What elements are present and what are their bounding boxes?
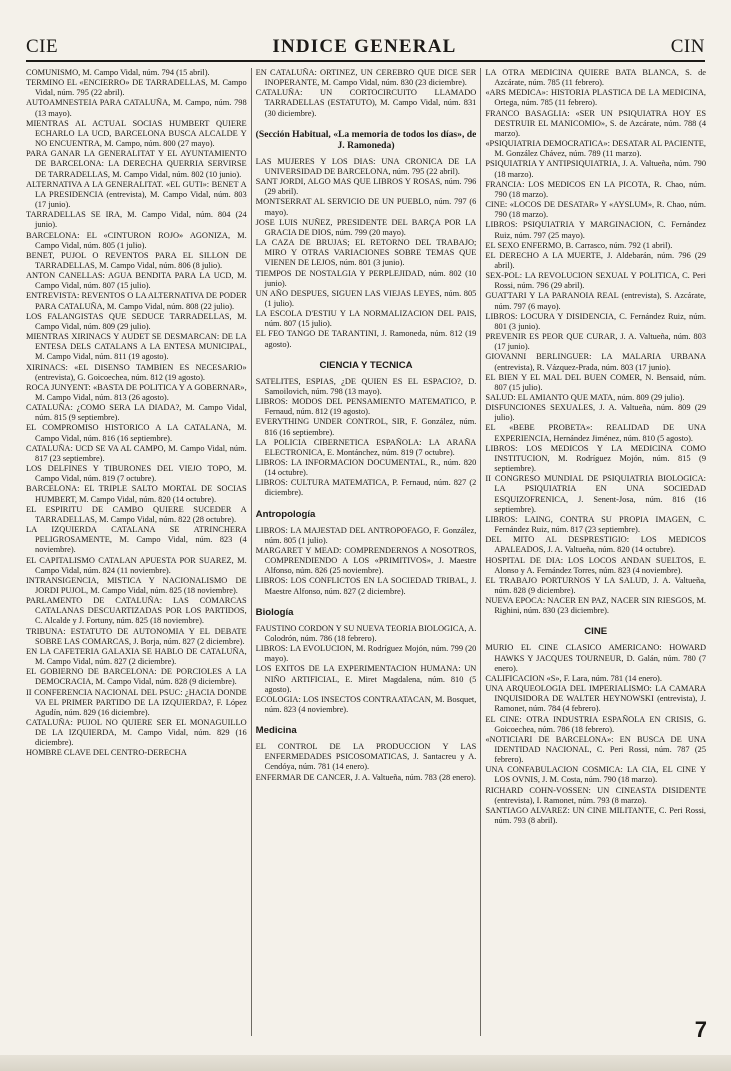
page-title: INDICE GENERAL	[272, 36, 457, 57]
index-entry: PREVENIR ES PEOR QUE CURAR, J. A. Valtueña, núm. 803 (17 junio).	[485, 332, 706, 352]
index-entry: LA CAZA DE BRUJAS; EL RETORNO DEL TRABAJO; MIRO Y OTRAS VARIACIONES SOBRE TEMAS QUE VIENEN DE LEJOS, núm. 801 (3 junio).	[255, 238, 477, 268]
index-entry: FAUSTINO CORDON Y SU NUEVA TEORIA BIOLOGICA, A. Colodrón, núm. 786 (18 febrero).	[255, 623, 477, 643]
index-entry: LIBROS: LAING, CONTRA SU PROPIA IMAGEN, C. Fernández Ruiz, núm. 817 (23 septiembre).	[485, 514, 706, 535]
index-entry: TARRADELLAS SE IRA, M. Campo Vidal, núm. 804 (24 junio).	[26, 210, 247, 230]
index-entry: LIBROS: LA MAJESTAD DEL ANTROPOFAGO, F. González, núm. 805 (1 julio).	[255, 525, 477, 545]
cine-list	[485, 643, 706, 826]
biologia-list	[256, 624, 477, 715]
section-heading-biologia: Biología	[255, 606, 294, 618]
index-entry: FRANCIA: LOS MEDICOS EN LA PICOTA, R. Chao, núm. 790 (18 marzo).	[485, 179, 706, 199]
index-entry: CATALUÑA: ¿COMO SERA LA DIADA?, M. Campo Vidal, núm. 815 (9 septiembre).	[26, 403, 247, 423]
index-entry: LA ESCOLA D'ESTIU Y LA NORMALIZACION DEL PAIS, núm. 807 (15 julio).	[255, 309, 477, 329]
index-entry: AUTOAMNESTEIA PARA CATALUÑA, M. Campo, núm. 798 (13 mayo).	[26, 98, 247, 118]
index-entry: SANTIAGO ALVAREZ: UN CINE MILITANTE, C. Peri Rossi, núm. 793 (8 abril).	[485, 805, 706, 826]
column-3	[480, 68, 706, 1036]
index-entry: LIBROS: MODOS DEL PENSAMIENTO MATEMATICO, P. Fernaud, núm. 812 (19 agosto).	[255, 397, 477, 417]
index-entry: UN AÑO DESPUES, SIGUEN LAS VIEJAS LEYES, núm. 805 (1 julio).	[255, 288, 477, 308]
index-entry: LIBROS: LA INFORMACION DOCUMENTAL, R., núm. 820 (14 octubre).	[255, 458, 477, 478]
index-entry: LIBROS: LOS MEDICOS Y LA MEDICINA COMO INSTITUCION, M. Rodríguez Mojón, núm. 815 (9 septiembre).	[485, 443, 706, 474]
index-entry: ENFERMAR DE CANCER, J. A. Valtueña, núm. 783 (28 enero).	[255, 772, 476, 782]
catalunya-continued-list	[256, 68, 477, 119]
index-entry: LA POLICIA CIBERNETICA ESPAÑOLA: LA ARAÑA ELECTRONICA, E. Montánchez, núm. 819 (7 octubre).	[255, 437, 477, 457]
index-entry: ENTREVISTA: REVENTOS O LA ALTERNATIVA DE PODER PARA CATALUÑA, M. Campo Vidal, núm. 808 (22 julio).	[26, 291, 247, 311]
header-range-start: CIE	[26, 36, 59, 57]
index-entry: LA IZQUIERDA CATALANA SE ATRINCHERA PELIGROSAMENTE, M. Campo Vidal, núm. 823 (4 noviembre).	[26, 525, 247, 555]
index-entry: LOS EXITOS DE LA EXPERIMENTACION HUMANA: UN NIÑO ARTIFICIAL, E. Miret Magdalena, núm. 810 (5 agosto).	[255, 664, 477, 694]
index-entry: MURIO EL CINE CLASICO AMERICANO: HOWARD HAWKS Y JACQUES TOURNEUR, D. Galán, núm. 780 (7 enero).	[485, 643, 706, 673]
index-entry: BENET, PUJOL O REVENTOS PARA EL SILLON DE TARRADELLAS, M. Campo Vidal, núm. 806 (8 julio).	[26, 250, 247, 270]
index-entry: LIBROS: LOS CONFLICTOS EN LA SOCIEDAD TRIBAL, J. Maestre Alfonso, núm. 827 (2 diciembre).	[255, 576, 477, 596]
index-entry: EL «BEBE PROBETA»: REALIDAD DE UNA EXPERIENCIA, Hernández Jiménez, núm. 810 (5 agosto).	[485, 423, 706, 443]
index-entry: UNA ARQUEOLOGIA DEL IMPERIALISMO: LA CAMARA INQUISIDORA DE WALTER HEYNOWSKI (entrevista), J. Ramonet, núm. 784 (4 febrero).	[485, 684, 706, 714]
index-entry: PSIQUIATRIA Y ANTIPSIQUIATRIA, J. A. Valtueña, núm. 790 (18 marzo).	[485, 159, 706, 179]
index-entry: CATALUÑA: UN CORTOCIRCUITO LLAMADO TARRADELLAS (ESTATUTO), M. Campo Vidal, núm. 831 (30 diciembre).	[255, 88, 477, 118]
index-entry: EVERYTHING UNDER CONTROL, SIR, F. González, núm. 816 (16 septiembre).	[255, 417, 477, 437]
index-entry: HOMBRE CLAVE DEL CENTRO-DERECHA	[26, 748, 187, 758]
index-entry: RICHARD COHN-VOSSEN: UN CINEASTA DISIDENTE (entrevista), I. Ramonet, núm. 793 (8 marzo).	[485, 785, 706, 805]
index-entry: II CONGRESO MUNDIAL DE PSIQUIATRIA BIOLOGICA: LA PSIQUIATRIA EN UNA SOCIEDAD ESQUIZOFRENICA, J. Senent-Josa, núm. 816 (16 septiembre).	[485, 474, 706, 514]
index-entry: EL CINE: OTRA INDUSTRIA ESPAÑOLA EN CRISIS, G. Goicoechea, núm. 786 (18 febrero).	[485, 714, 706, 734]
index-entry: CATALUÑA: PUJOL NO QUIERE SER EL MONAGUILLO DE LA IZQUIERDA, M. Campo Vidal, núm. 829 (16 diciembre).	[26, 718, 247, 748]
index-entry: ROCA JUNYENT: «BASTA DE POLITICA Y A GOBERNAR», M. Campo Vidal, núm. 813 (26 agosto).	[26, 382, 247, 402]
index-entry: ECOLOGIA: LOS INSECTOS CONTRAATACAN, M. Bosquet, núm. 823 (4 noviembre).	[255, 694, 477, 714]
section-heading-habitual: (Sección Habitual, «La memoria de todos los días», de J. Ramoneda)	[255, 128, 477, 151]
index-entry: TIEMPOS DE NOSTALGIA Y PERPLEJIDAD, núm. 802 (10 junio).	[255, 268, 477, 288]
index-entry: CINE: «LOCOS DE DESATAR» Y «AYSLUM», R. Chao, núm. 790 (18 marzo).	[485, 200, 706, 220]
index-entry: MIENTRAS XIRINACS Y AUDET SE DESMARCAN: DE LA ENTESA DELS CATALANS A LA ENTESA MUNICIPAL, M. Campo Vidal, núm. 811 (19 agosto).	[26, 332, 247, 362]
ciencia-list	[256, 377, 477, 499]
index-entry: EL TRABAJO PORTURNOS Y LA SALUD, J. A. Valtueña, núm. 828 (9 diciembre).	[485, 575, 706, 595]
index-entry: LOS FALANGISTAS QUE SEDUCE TARRADELLAS, M. Campo Vidal, núm. 809 (29 julio).	[26, 311, 247, 331]
index-entry: SALUD: EL AMIANTO QUE MATA, núm. 809 (29 julio).	[485, 393, 685, 402]
index-entry: ANTON CANELLAS: AGUA BENDITA PARA LA UCD, M. Campo Vidal, núm. 807 (15 julio).	[26, 271, 247, 291]
index-entry: LIBROS: LOCURA Y DISIDENCIA, C. Fernández Ruiz, núm. 801 (3 junio).	[485, 311, 706, 331]
index-entry: II CONFERENCIA NACIONAL DEL PSUC: ¿HACIA DONDE VA EL PRIMER PARTIDO DE LA IZQUIERDA?, F. López Agudín, núm. 829 (16 diciembre).	[26, 687, 247, 717]
index-entry: COMUNISMO, M. Campo Vidal, núm. 794 (15 abril).	[26, 68, 210, 77]
index-entry: GUATTARI Y LA PARANOIA REAL (entrevista), S. Azcárate, núm. 797 (6 mayo).	[485, 291, 706, 311]
medicina-list	[256, 742, 477, 783]
section-heading-medicina: Medicina	[255, 725, 297, 737]
index-entry: MIENTRAS AL ACTUAL SOCIAS HUMBERT QUIERE ECHARLO LA UCD, BARCELONA BUSCA ALCALDE Y NO ENCUENTRA, M. Campo, núm. 800 (27 mayo).	[26, 118, 247, 149]
index-entry: LAS MUJERES Y LOS DIAS: UNA CRONICA DE LA UNIVERSIDAD DE BARCELONA, núm. 795 (22 abril).	[255, 156, 477, 176]
index-entry: EL DERECHO A LA MUERTE, J. Aldebarán, núm. 796 (29 abril).	[485, 250, 706, 270]
index-entry: DISFUNCIONES SEXUALES, J. A. Valtueña, núm. 809 (29 julio).	[485, 403, 706, 423]
index-entry: «ARS MEDICA»: HISTORIA PLASTICA DE LA MEDICINA, Ortega, núm. 785 (11 febrero).	[485, 88, 706, 108]
index-entry: SEX-POL: LA REVOLUCION SEXUAL Y POLITICA, C. Peri Rossi, núm. 796 (29 abril).	[485, 271, 706, 291]
index-entry: TRIBUNA: ESTATUTO DE AUTONOMIA Y EL DEBATE SOBRE LAS COMARCAS, J. Borja, núm. 827 (2 diciembre).	[26, 626, 247, 646]
index-entry: «NOTICIARI DE BARCELONA»: EN BUSCA DE UNA IDENTIDAD NACIONAL, C. Peri Rossi, núm. 787 (25 febrero).	[485, 734, 706, 765]
index-entry: PARA GANAR LA GENERALITAT Y EL AYUNTAMIENTO DE BARCELONA: LA DERECHA QUERRIA SERVIRSE DE TARRADELLAS, M. Campo Vidal, núm. 802 (10 junio).	[26, 149, 247, 179]
column-1	[26, 68, 247, 1036]
index-entry: EL CAPITALISMO CATALAN APUESTA POR SUAREZ, M. Campo Vidal, núm. 824 (11 noviembre).	[26, 555, 247, 575]
index-entry: BARCELONA: EL TRIPLE SALTO MORTAL DE SOCIAS HUMBERT, M. Campo Vidal, núm. 820 (14 octubre).	[26, 484, 247, 504]
index-entry: EL GOBIERNO DE BARCELONA: DE PORCIOLES A LA DEMOCRACIA, M. Campo Vidal, núm. 828 (9 diciembre).	[26, 667, 247, 687]
index-entry: LIBROS: CULTURA MATEMATICA, P. Fernaud, núm. 827 (2 diciembre).	[255, 478, 477, 498]
index-entry: XIRINACS: «EL DISENSO TAMBIEN ES NECESARIO» (entrevista), G. Goicoechea, núm. 812 (19 agosto).	[26, 362, 247, 382]
header-range-end: CIN	[670, 36, 705, 57]
index-entry: EL BIEN Y EL MAL DEL BUEN COMER, N. Bensaid, núm. 807 (15 julio).	[485, 372, 706, 392]
index-entry: FRANCO BASAGLIA: «SER UN PSIQUIATRA HOY ES DESTRUIR EL MANICOMIO», S. de Azcárate, núm. 788 (4 marzo).	[485, 108, 706, 138]
index-entry: ALTERNATIVA A LA GENERALITAT. «EL GUTI»: BENET A LA PRESIDENCIA (entrevista), M. Campo Vidal, núm. 803 (17 junio).	[26, 179, 247, 210]
index-entry: CALIFICACION «S», F. Lara, núm. 781 (14 enero).	[485, 673, 662, 683]
index-entry: BARCELONA: EL «CINTURON ROJO» AGONIZA, M. Campo Vidal, núm. 805 (1 julio).	[26, 230, 247, 250]
index-columns	[26, 68, 706, 1036]
index-entry: EL SEXO ENFERMO, B. Carrasco, núm. 792 (1 abril).	[485, 240, 673, 250]
index-entry: EL COMPROMISO HISTORICO A LA CATALANA, M. Campo Vidal, núm. 816 (16 septiembre).	[26, 423, 247, 443]
section-heading-ciencia: CIENCIA Y TECNICA	[319, 359, 413, 371]
index-entry: GIOVANNI BERLINGUER: LA MALARIA URBANA (entrevista), R. Vázquez-Prada, núm. 803 (17 junio).	[485, 352, 706, 372]
index-entry: «PSIQUIATRIA DEMOCRATICA»: DESATAR AL PACIENTE, M. González Chávez, núm. 789 (11 marzo).	[485, 139, 706, 159]
index-entry: EN CATALUÑA: ORTINEZ, UN CEREBRO QUE DICE SER INOPERANTE, M. Campo Vidal, núm. 830 (23 diciembre).	[255, 68, 477, 88]
index-entry: MONTSERRAT AL SERVICIO DE UN PUEBLO, núm. 797 (6 mayo).	[255, 197, 477, 217]
index-entry: MARGARET Y MEAD: COMPRENDERNOS A NOSOTROS, COMPRENDIENDO A LOS «PRIMITIVOS», J. Maestre Alfonso, núm. 826 (25 noviembre).	[255, 545, 477, 576]
index-entry: HOSPITAL DE DIA: LOS LOCOS ANDAN SUELTOS, E. Alonso y A. Fernández Torres, núm. 823 (4 noviembre).	[485, 555, 706, 575]
index-entry: EL CONTROL DE LA PRODUCCION Y LAS ENFERMEDADES PSICOSOMATICAS, J. Santacreu y A. Cendóya, núm. 781 (14 enero).	[255, 742, 477, 772]
index-entry: EN LA CAFETERIA GALAXIA SE HABLO DE CATALUÑA, M. Campo Vidal, núm. 827 (2 diciembre).	[26, 646, 247, 667]
index-entry: LIBROS: PSIQUIATRIA Y MARGINACION, C. Fernández Ruiz, núm. 797 (25 mayo).	[485, 220, 706, 240]
index-entry: NUEVA EPOCA: NACER EN PAZ, NACER SIN RIESGOS, M. Righini, núm. 830 (23 diciembre).	[485, 596, 706, 616]
page-header	[26, 34, 705, 62]
index-entry: DEL MITO AL DESPRESTIGIO: LOS MEDICOS APALEADOS, J. A. Valtueña, núm. 820 (14 octubre).	[485, 535, 706, 555]
index-entry: EL ESPIRITU DE CAMBO QUIERE SUCEDER A TARRADELLAS, M. Campo Vidal, núm. 822 (28 octubre).	[26, 504, 247, 524]
index-entry: SANT JORDI, ALGO MAS QUE LIBROS Y ROSAS, núm. 796 (29 abril).	[255, 177, 477, 197]
index-entry: INTRANSIGENCIA, MISTICA Y NACIONALISMO DE JORDI PUJOL, M. Campo Vidal, núm. 825 (18 noviembre).	[26, 575, 247, 595]
index-entry: JOSE LUIS NUÑEZ, PRESIDENTE DEL BARÇA POR LA GRACIA DE DIOS, núm. 799 (20 mayo).	[255, 217, 477, 237]
index-entry: LOS DELFINES Y TIBURONES DEL VIEJO TOPO, M. Campo Vidal, núm. 819 (7 octubre).	[26, 464, 247, 484]
index-entry: SATELITES, ESPIAS, ¿DE QUIEN ES EL ESPACIO?, D. Samoilovich, núm. 798 (13 mayo).	[255, 376, 477, 396]
medicina-continued-list	[485, 68, 706, 616]
index-entry: EL FEO TANGO DE TARANTINI, J. Ramoneda, núm. 812 (19 agosto).	[255, 329, 477, 349]
index-entry: LA OTRA MEDICINA QUIERE BATA BLANCA, S. de Azcárate, núm. 785 (11 febrero).	[485, 68, 706, 88]
index-entry: UNA CONFABULACION COSMICA: LA CIA, EL CINE Y LOS OVNIS, J. M. Costa, núm. 790 (18 marzo).	[485, 765, 706, 785]
antropologia-list	[256, 526, 477, 597]
scan-edge	[0, 1055, 731, 1071]
index-entry: TERMINO EL «ENCIERRO» DE TARRADELLAS, M. Campo Vidal, núm. 795 (22 abril).	[26, 78, 247, 98]
section-heading-antropologia: Antropología	[255, 508, 316, 520]
page-number: 7	[694, 1017, 707, 1042]
index-entry: CATALUÑA: UCD SE VA AL CAMPO, M. Campo Vidal, núm. 817 (23 septiembre).	[26, 443, 247, 463]
column-2	[251, 68, 477, 1036]
index-entry: LIBROS: LA EVOLUCION, M. Rodríguez Mojón, núm. 799 (20 mayo).	[255, 644, 477, 664]
habitual-list	[256, 157, 477, 350]
section-heading-cine: CINE	[584, 626, 608, 638]
index-entry: PARLAMENTO DE CATALUÑA: LAS COMARCAS CATALANAS DESCUARTIZADAS POR LOS PARTIDOS, C. Alcalde y J. Fortuny, núm. 825 (18 noviembre).	[26, 596, 247, 626]
